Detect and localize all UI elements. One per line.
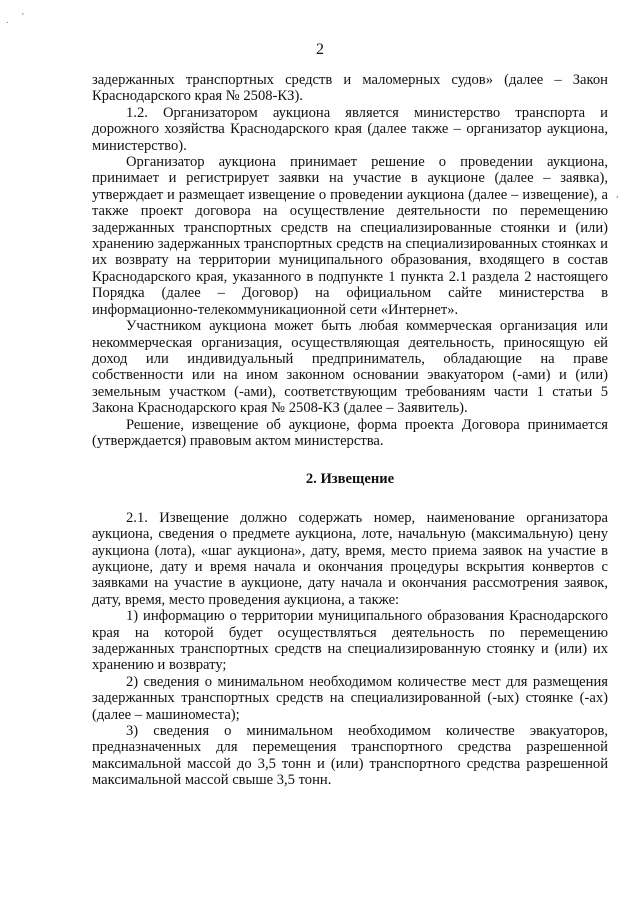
scan-speck: , bbox=[616, 189, 619, 200]
paragraph-2-1: 2.1. Извещение должно содержать номер, наименование организатора аукциона, сведения о предмете аукциона, лоте, начальную (максимальную) цену аукциона (лота), «шаг аукциона», дату, время, место приема заявок на участие в аукционе, дату и время начала и окончания процедуры вскрытия конвертов с заявками на участие в аукционе, дату начала и окончания рассмотрения заявок, дату, время, место проведения аукциона, а также: bbox=[92, 509, 608, 608]
paragraph-organizer-duties: Организатор аукциона принимает решение о проведении аукциона, принимает и регистрирует заявки на участие в аукционе (далее – заявка), утверждает и размещает извещение о проведении аукциона (далее – извещение), а также проект договора на осуществление деятельности по перемещению задержанных транспортных средств на специализированные стоянки и (или) хранению задержанных транспортных средств на специализированных стоянках и их возврату на территории муниципального образования, входящего в состав Краснодарского края, указанного в подпункте 1 пункта 2.1 раздела 2 настоящего Порядка (далее – Договор) на официальном сайте министерства в информационно-телекоммуникационной сети «Интернет». bbox=[92, 154, 608, 318]
list-item-1: 1) информацию о территории муниципального образования Краснодарского края на которой будет осуществляться деятельность по перемещению задержанных транспортных средств на специализированную стоянку и (или) их хранению и возврату; bbox=[92, 608, 608, 674]
list-item-3: 3) сведения о минимальном необходимом количестве эвакуаторов, предназначенных для перемещения транспортного средства разрешенной максимальной массой до 3,5 тонн и (или) транспортного средства разрешенной максимальной массой свыше 3,5 тонн. bbox=[92, 723, 608, 789]
paragraph-continuation: задержанных транспортных средств и маломерных судов» (далее – Закон Краснодарского края № 2508-КЗ). bbox=[92, 72, 608, 105]
list-item-2: 2) сведения о минимальном необходимом количестве мест для размещения задержанных транспортных средств на специализированной (-ых) стоянке (-ах) (далее – машиноместа); bbox=[92, 673, 608, 723]
paragraph-1-2: 1.2. Организатором аукциона является министерство транспорта и дорожного хозяйства Краснодарского края (далее также – организатор аукциона, министерство). bbox=[92, 104, 608, 154]
section-heading: 2. Извещение bbox=[305, 471, 395, 488]
paragraph-decision: Решение, извещение об аукционе, форма проекта Договора принимается (утверждается) правовым актом министерства. bbox=[92, 416, 608, 449]
scan-speck: . bbox=[6, 15, 9, 26]
paragraph-participants: Участником аукциона может быть любая коммерческая организация или некоммерческая организация, осуществляющая деятельность, приносящую ей доход или индивидуальный предприниматель, обладающие на праве собственности или на ином законном основании эвакуатором (-ами) и (или) земельным участком (-ами), соответствующим требованиям части 1 статьи 5 Закона Краснодарского края № 2508-КЗ (далее – Заявитель). bbox=[92, 318, 608, 417]
scan-speck: ' bbox=[22, 12, 24, 23]
document-body bbox=[92, 72, 608, 789]
page-number: 2 bbox=[316, 41, 324, 58]
